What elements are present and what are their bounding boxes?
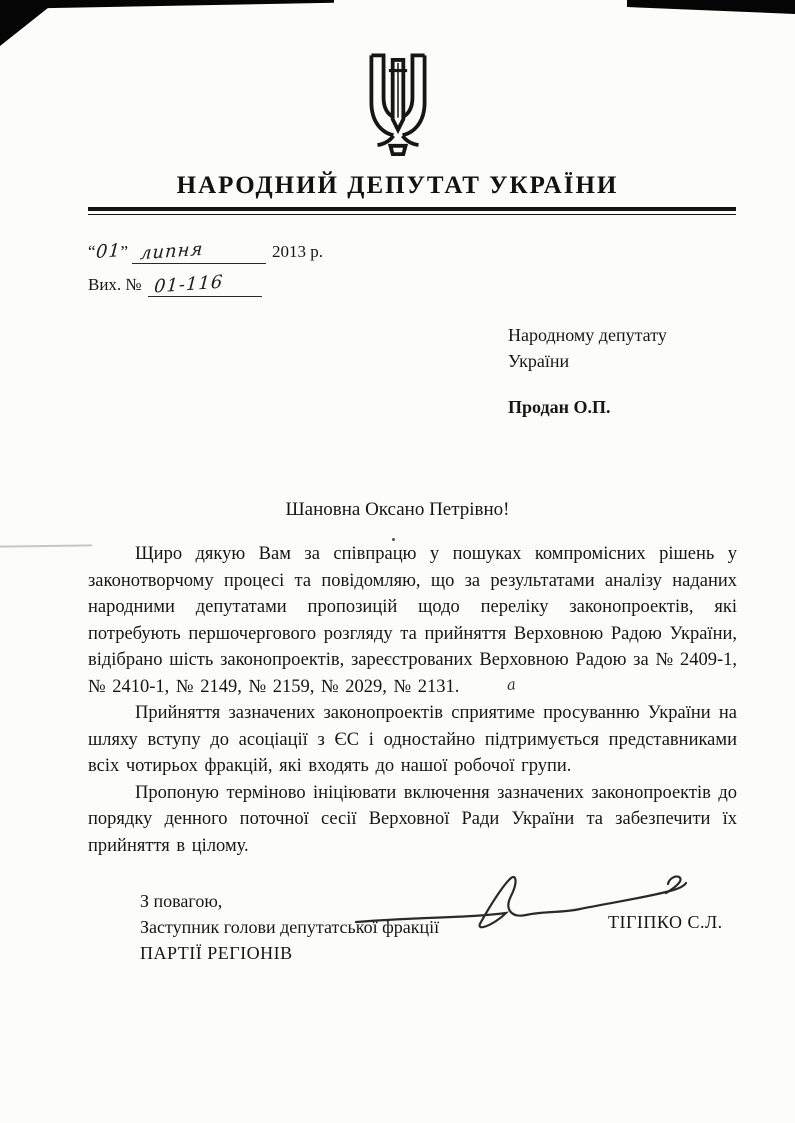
reference-line xyxy=(88,271,262,298)
scan-artifact-top-right-bar xyxy=(627,0,795,14)
body-paragraph-1 xyxy=(88,541,737,700)
scan-artifact-top-left-bar xyxy=(0,0,334,9)
handwritten-date-month: липня xyxy=(139,238,205,265)
reference-label: Вих. № xyxy=(88,275,142,294)
recipient-line1: Народному депутату xyxy=(508,325,667,345)
closing-position: Заступник голови депутатської фракції xyxy=(140,917,440,937)
body-paragraph-1-text: Щиро дякую Вам за співпрацю у пошуках компромісних рішень у законотворчому процесі та повідомляю, що за результатами аналізу наданих народними депутатами пропозицій щодо переліку законопроектів, які потребують першочергового розгляду та прийняття Верховною Радою України, відібрано шість законопроектів, зареєстрованих Верховною Радою за № 2409-1, № 2410-1, № 2149, № 2159, № 2029, № 2131. xyxy=(88,544,737,697)
title-divider-rule xyxy=(88,207,736,215)
closing-faction: ПАРТІЇ РЕГІОНІВ xyxy=(140,943,293,963)
recipient-name: Продан О.П. xyxy=(508,397,611,417)
scan-artifact-fold-line xyxy=(0,544,92,547)
ukraine-trident-icon xyxy=(360,46,436,162)
date-quote-close: ” xyxy=(120,242,128,261)
body-paragraph-2: Прийняття зазначених законопроектів сприятиме просуванню України на шляху вступу до асоціації з ЄС і одностайно підтримується представниками всіх чотирьох фракцій, які входять до нашої робочої групи. xyxy=(88,703,737,776)
handwritten-reference-number: 01-116 xyxy=(153,271,224,298)
date-quote-open: “ xyxy=(88,242,96,261)
date-year: 2013 р. xyxy=(272,242,323,261)
recipient-block xyxy=(508,322,667,420)
handwritten-mark: а xyxy=(506,674,518,694)
reference-underline xyxy=(148,271,262,298)
date-month-underline xyxy=(132,238,266,265)
recipient-line2: України xyxy=(508,351,570,371)
letter-body xyxy=(88,541,737,859)
closing-regards: З повагою, xyxy=(140,891,223,911)
body-paragraph-3: Пропоную терміново ініціювати включення зазначених законопроектів до порядку денного поточної сесії Верховної Ради України та забезпечити їх прийняття в цілому. xyxy=(88,782,737,856)
date-line xyxy=(88,238,323,265)
salutation: Шановна Оксано Петрівно! xyxy=(285,499,510,520)
handwritten-date-day: 01 xyxy=(94,240,122,263)
signer-name: ТІГІПКО С.Л. xyxy=(608,912,723,932)
letter-title: НАРОДНИЙ ДЕПУТАТ УКРАЇНИ xyxy=(176,172,619,199)
